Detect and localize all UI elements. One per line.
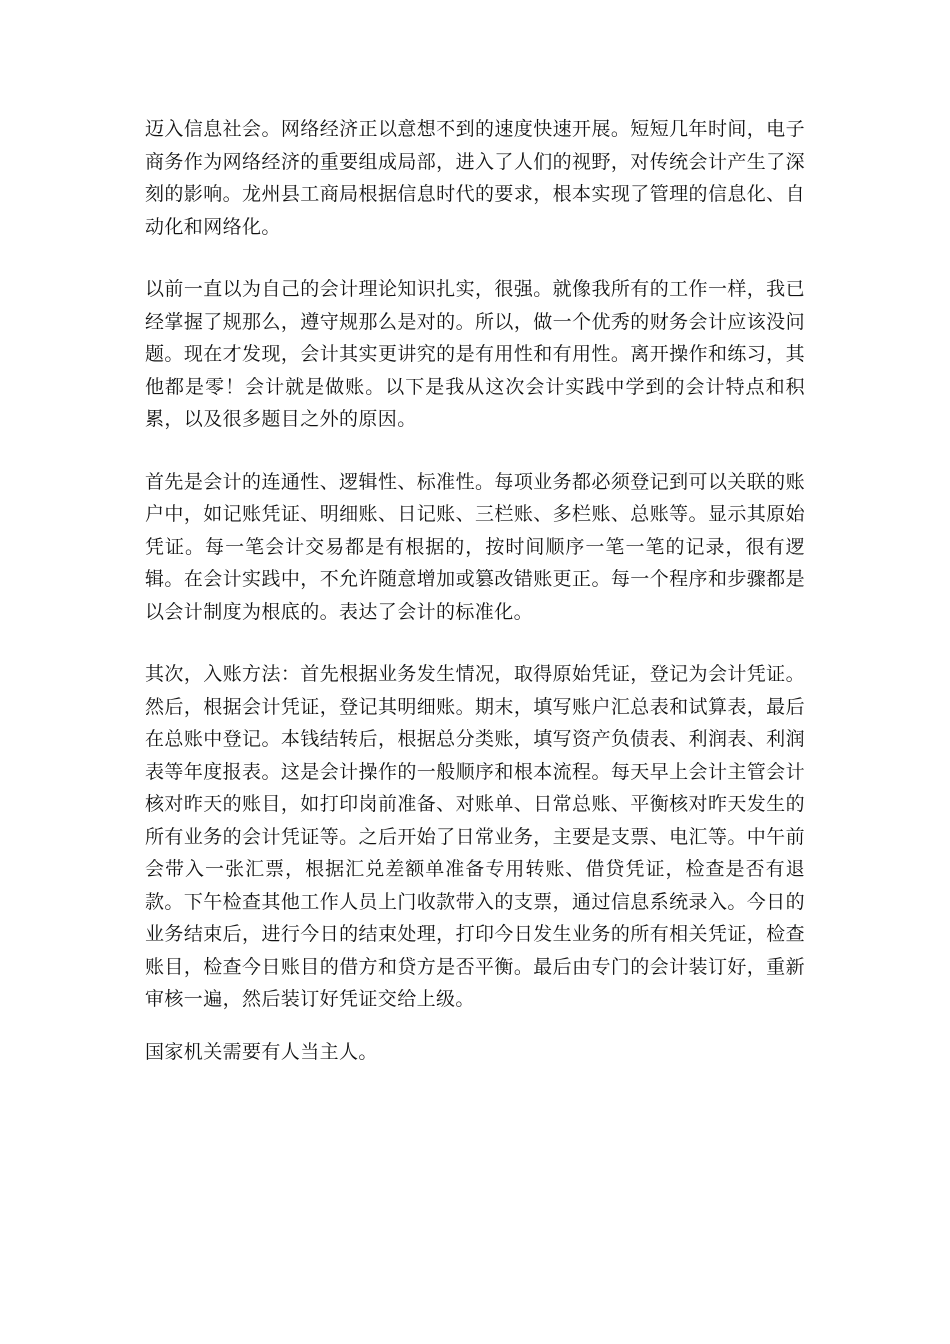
- paragraph-5: 国家机关需要有人当主人。: [145, 1040, 378, 1063]
- document-body: [145, 113, 805, 1098]
- paragraph-3: 首先是会计的连通性、逻辑性、标准性。每项业务都必须登记到可以关联的账户中，如记账凭证、明细账、日记账、三栏账、多栏账、总账等。显示其原始凭证。每一笔会计交易都是有根据的，按时间顺序一笔一笔的记录，很有逻辑。在会计实践中，不允许随意增加或篡改错账更正。每一个程序和步骤都是以会计制度为根底的。表达了会计的标准化。: [145, 470, 805, 623]
- paragraph-1: 迈入信息社会。网络经济正以意想不到的速度快速开展。短短几年时间，电子商务作为网络经济的重要组成局部，进入了人们的视野，对传统会计产生了深刻的影响。龙州县工商局根据信息时代的要求，根本实现了管理的信息化、自动化和网络化。: [145, 118, 805, 238]
- paragraph-2: 以前一直以为自己的会计理论知识扎实，很强。就像我所有的工作一样，我已经掌握了规那么，遵守规那么是对的。所以，做一个优秀的财务会计应该没问题。现在才发现，会计其实更讲究的是有用性和有用性。离开操作和练习，其他都是零！会计就是做账。以下是我从这次会计实践中学到的会计特点和积累，以及很多题目之外的原因。: [145, 278, 805, 430]
- paragraph-4: 其次，入账方法：首先根据业务发生情况，取得原始凭证，登记为会计凭证。然后，根据会计凭证，登记其明细账。期末，填写账户汇总表和试算表，最后在总账中登记。本钱结转后，根据总分类账，填写资产负债表、利润表、利润表等年度报表。这是会计操作的一般顺序和根本流程。每天早上会计主管会计核对昨天的账目，如打印岗前准备、对账单、日常总账、平衡核对昨天发生的所有业务的会计凭证等。之后开始了日常业务，主要是支票、电汇等。中午前会带入一张汇票，根据汇兑差额单准备专用转账、借贷凭证，检查是否有退款。下午检查其他工作人员上门收款带入的支票，通过信息系统录入。今日的业务结束后，进行今日的结束处理，打印今日发生业务的所有相关凭证，检查账目，检查今日账目的借方和贷方是否平衡。最后由专门的会计装订好，重新审核一遍，然后装订好凭证交给上级。: [145, 663, 805, 1010]
